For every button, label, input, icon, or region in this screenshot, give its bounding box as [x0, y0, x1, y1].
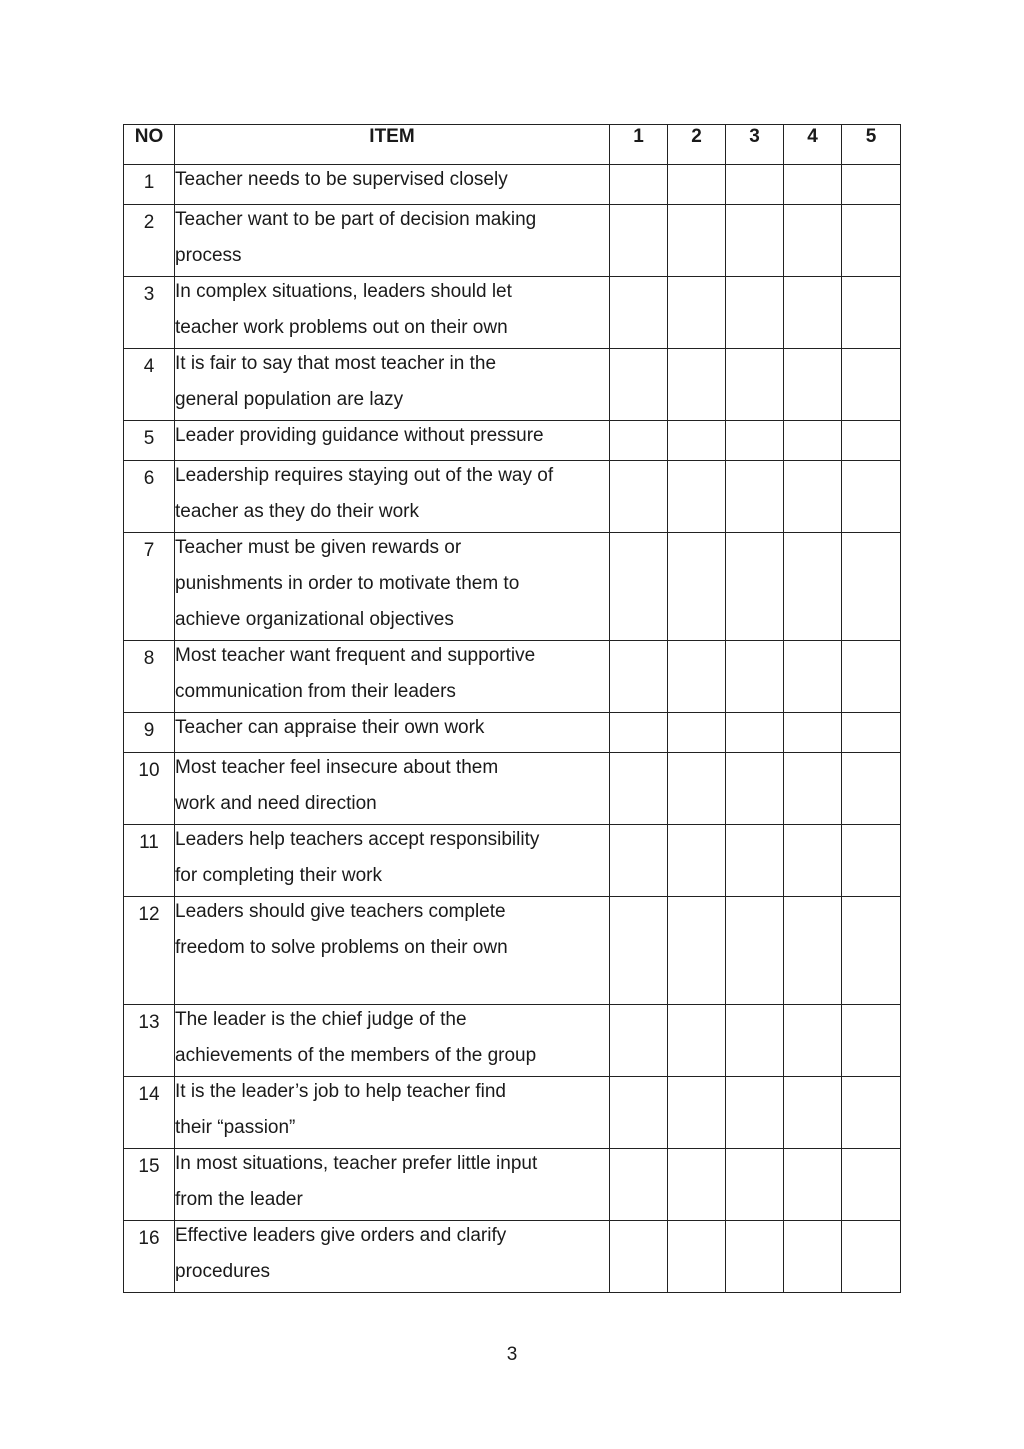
table-row	[124, 205, 901, 277]
table-row	[124, 641, 901, 713]
rating-cell-4[interactable]	[784, 825, 842, 897]
rating-cell-3[interactable]	[726, 421, 784, 461]
item-text	[175, 205, 610, 277]
page-number: 3	[506, 1344, 518, 1365]
item-text	[175, 1077, 610, 1149]
rating-cell-1[interactable]	[610, 349, 668, 421]
rating-cell-2[interactable]	[668, 165, 726, 205]
rating-cell-1[interactable]	[610, 205, 668, 277]
item-label: Teacher can appraise their own work	[175, 717, 485, 738]
row-number: 15	[124, 1149, 175, 1221]
header-rating-5: 5	[842, 125, 901, 165]
rating-cell-1[interactable]	[610, 1077, 668, 1149]
row-number: 2	[124, 205, 175, 277]
rating-cell-5[interactable]	[842, 277, 901, 349]
rating-cell-4[interactable]	[784, 897, 842, 1005]
rating-cell-5[interactable]	[842, 1077, 901, 1149]
rating-cell-1[interactable]	[610, 897, 668, 1005]
item-text	[175, 641, 610, 713]
header-item: ITEM	[175, 125, 610, 165]
header-rating-1: 1	[610, 125, 668, 165]
item-label: Leaders should give teachers complete freedom to solve problems on their own	[175, 901, 508, 958]
row-number: 14	[124, 1077, 175, 1149]
table-row	[124, 713, 901, 753]
row-number: 11	[124, 825, 175, 897]
rating-cell-2[interactable]	[668, 461, 726, 533]
rating-cell-2[interactable]	[668, 753, 726, 825]
rating-cell-1[interactable]	[610, 461, 668, 533]
item-label: Teacher must be given rewards or punishments in order to motivate them to achieve organizational objectives	[175, 537, 520, 630]
item-label: It is the leader’s job to help teacher find their “passion”	[175, 1081, 506, 1138]
rating-cell-2[interactable]	[668, 533, 726, 641]
rating-cell-3[interactable]	[726, 461, 784, 533]
table-row	[124, 1149, 901, 1221]
row-number: 12	[124, 897, 175, 1005]
item-text	[175, 421, 610, 461]
item-text	[175, 897, 610, 1005]
rating-cell-2[interactable]	[668, 713, 726, 753]
rating-cell-5[interactable]	[842, 713, 901, 753]
rating-cell-2[interactable]	[668, 277, 726, 349]
item-label: In complex situations, leaders should let teacher work problems out on their own	[175, 281, 512, 338]
item-text	[175, 165, 610, 205]
rating-cell-5[interactable]	[842, 205, 901, 277]
rating-cell-3[interactable]	[726, 205, 784, 277]
rating-cell-5[interactable]	[842, 1005, 901, 1077]
rating-cell-5[interactable]	[842, 753, 901, 825]
rating-cell-2[interactable]	[668, 1221, 726, 1293]
item-label: Leader providing guidance without pressure	[175, 425, 544, 446]
row-number: 16	[124, 1221, 175, 1293]
rating-cell-3[interactable]	[726, 897, 784, 1005]
rating-cell-1[interactable]	[610, 641, 668, 713]
rating-cell-5[interactable]	[842, 1149, 901, 1221]
item-label: Most teacher want frequent and supportive communication from their leaders	[175, 645, 536, 702]
rating-cell-2[interactable]	[668, 1005, 726, 1077]
rating-cell-2[interactable]	[668, 825, 726, 897]
rating-cell-3[interactable]	[726, 349, 784, 421]
rating-cell-1[interactable]	[610, 421, 668, 461]
rating-cell-4[interactable]	[784, 1221, 842, 1293]
item-label: Most teacher feel insecure about them work and need direction	[175, 757, 499, 814]
rating-cell-1[interactable]	[610, 1005, 668, 1077]
table-row	[124, 897, 901, 1005]
rating-cell-1[interactable]	[610, 753, 668, 825]
rating-cell-1[interactable]	[610, 533, 668, 641]
table-row	[124, 753, 901, 825]
rating-cell-4[interactable]	[784, 205, 842, 277]
rating-cell-2[interactable]	[668, 1149, 726, 1221]
item-label: Leaders help teachers accept responsibility for completing their work	[175, 829, 540, 886]
rating-cell-4[interactable]	[784, 641, 842, 713]
questionnaire-table	[123, 124, 901, 1293]
rating-cell-5[interactable]	[842, 165, 901, 205]
rating-cell-2[interactable]	[668, 421, 726, 461]
header-no: NO	[124, 125, 175, 165]
table-row	[124, 533, 901, 641]
row-number: 8	[124, 641, 175, 713]
item-text	[175, 1149, 610, 1221]
row-number: 1	[124, 165, 175, 205]
item-text	[175, 713, 610, 753]
rating-cell-5[interactable]	[842, 421, 901, 461]
rating-cell-1[interactable]	[610, 713, 668, 753]
item-label: Teacher want to be part of decision making process	[175, 209, 537, 266]
rating-cell-4[interactable]	[784, 713, 842, 753]
rating-cell-5[interactable]	[842, 1221, 901, 1293]
item-label: Leadership requires staying out of the way of teacher as they do their work	[175, 465, 554, 522]
header-row	[124, 125, 901, 165]
rating-cell-3[interactable]	[726, 641, 784, 713]
item-text	[175, 277, 610, 349]
rating-cell-4[interactable]	[784, 533, 842, 641]
table-row	[124, 165, 901, 205]
rating-cell-3[interactable]	[726, 277, 784, 349]
item-label: Teacher needs to be supervised closely	[175, 169, 508, 190]
item-text	[175, 1005, 610, 1077]
rating-cell-2[interactable]	[668, 1077, 726, 1149]
rating-cell-1[interactable]	[610, 1221, 668, 1293]
rating-cell-5[interactable]	[842, 533, 901, 641]
rating-cell-4[interactable]	[784, 461, 842, 533]
rating-cell-4[interactable]	[784, 753, 842, 825]
row-number: 6	[124, 461, 175, 533]
table-row	[124, 461, 901, 533]
rating-cell-3[interactable]	[726, 825, 784, 897]
rating-cell-2[interactable]	[668, 349, 726, 421]
rating-cell-4[interactable]	[784, 1077, 842, 1149]
row-number: 5	[124, 421, 175, 461]
rating-cell-2[interactable]	[668, 205, 726, 277]
rating-cell-5[interactable]	[842, 349, 901, 421]
rating-cell-3[interactable]	[726, 1005, 784, 1077]
header-rating-4: 4	[784, 125, 842, 165]
rating-cell-2[interactable]	[668, 641, 726, 713]
table-row	[124, 421, 901, 461]
table-row	[124, 277, 901, 349]
rating-cell-3[interactable]	[726, 165, 784, 205]
rating-cell-1[interactable]	[610, 825, 668, 897]
rating-cell-2[interactable]	[668, 897, 726, 1005]
item-text	[175, 461, 610, 533]
row-number: 4	[124, 349, 175, 421]
rating-cell-3[interactable]	[726, 753, 784, 825]
table-row	[124, 1005, 901, 1077]
header-rating-2: 2	[668, 125, 726, 165]
item-text	[175, 825, 610, 897]
item-label: The leader is the chief judge of the achievements of the members of the group	[175, 1009, 537, 1066]
rating-cell-3[interactable]	[726, 713, 784, 753]
item-text	[175, 533, 610, 641]
rating-cell-3[interactable]	[726, 1221, 784, 1293]
rating-cell-4[interactable]	[784, 1149, 842, 1221]
rating-cell-4[interactable]	[784, 421, 842, 461]
rating-cell-5[interactable]	[842, 825, 901, 897]
table-row	[124, 1077, 901, 1149]
item-label: It is fair to say that most teacher in the general population are lazy	[175, 353, 497, 410]
rating-cell-5[interactable]	[842, 641, 901, 713]
rating-cell-3[interactable]	[726, 533, 784, 641]
item-text	[175, 1221, 610, 1293]
rating-cell-3[interactable]	[726, 1149, 784, 1221]
rating-cell-1[interactable]	[610, 1149, 668, 1221]
row-number: 13	[124, 1005, 175, 1077]
table-row	[124, 349, 901, 421]
row-number: 7	[124, 533, 175, 641]
row-number: 9	[124, 713, 175, 753]
row-number: 3	[124, 277, 175, 349]
rating-cell-1[interactable]	[610, 277, 668, 349]
item-label: Effective leaders give orders and clarify procedures	[175, 1225, 507, 1282]
rating-cell-4[interactable]	[784, 277, 842, 349]
item-label: In most situations, teacher prefer little input from the leader	[175, 1153, 538, 1210]
table-row	[124, 1221, 901, 1293]
rating-cell-4[interactable]	[784, 349, 842, 421]
rating-cell-3[interactable]	[726, 1077, 784, 1149]
rating-cell-1[interactable]	[610, 165, 668, 205]
row-number: 10	[124, 753, 175, 825]
rating-cell-4[interactable]	[784, 165, 842, 205]
header-rating-3: 3	[726, 125, 784, 165]
rating-cell-5[interactable]	[842, 897, 901, 1005]
item-text	[175, 753, 610, 825]
item-text	[175, 349, 610, 421]
rating-cell-4[interactable]	[784, 1005, 842, 1077]
rating-cell-5[interactable]	[842, 461, 901, 533]
table-row	[124, 825, 901, 897]
